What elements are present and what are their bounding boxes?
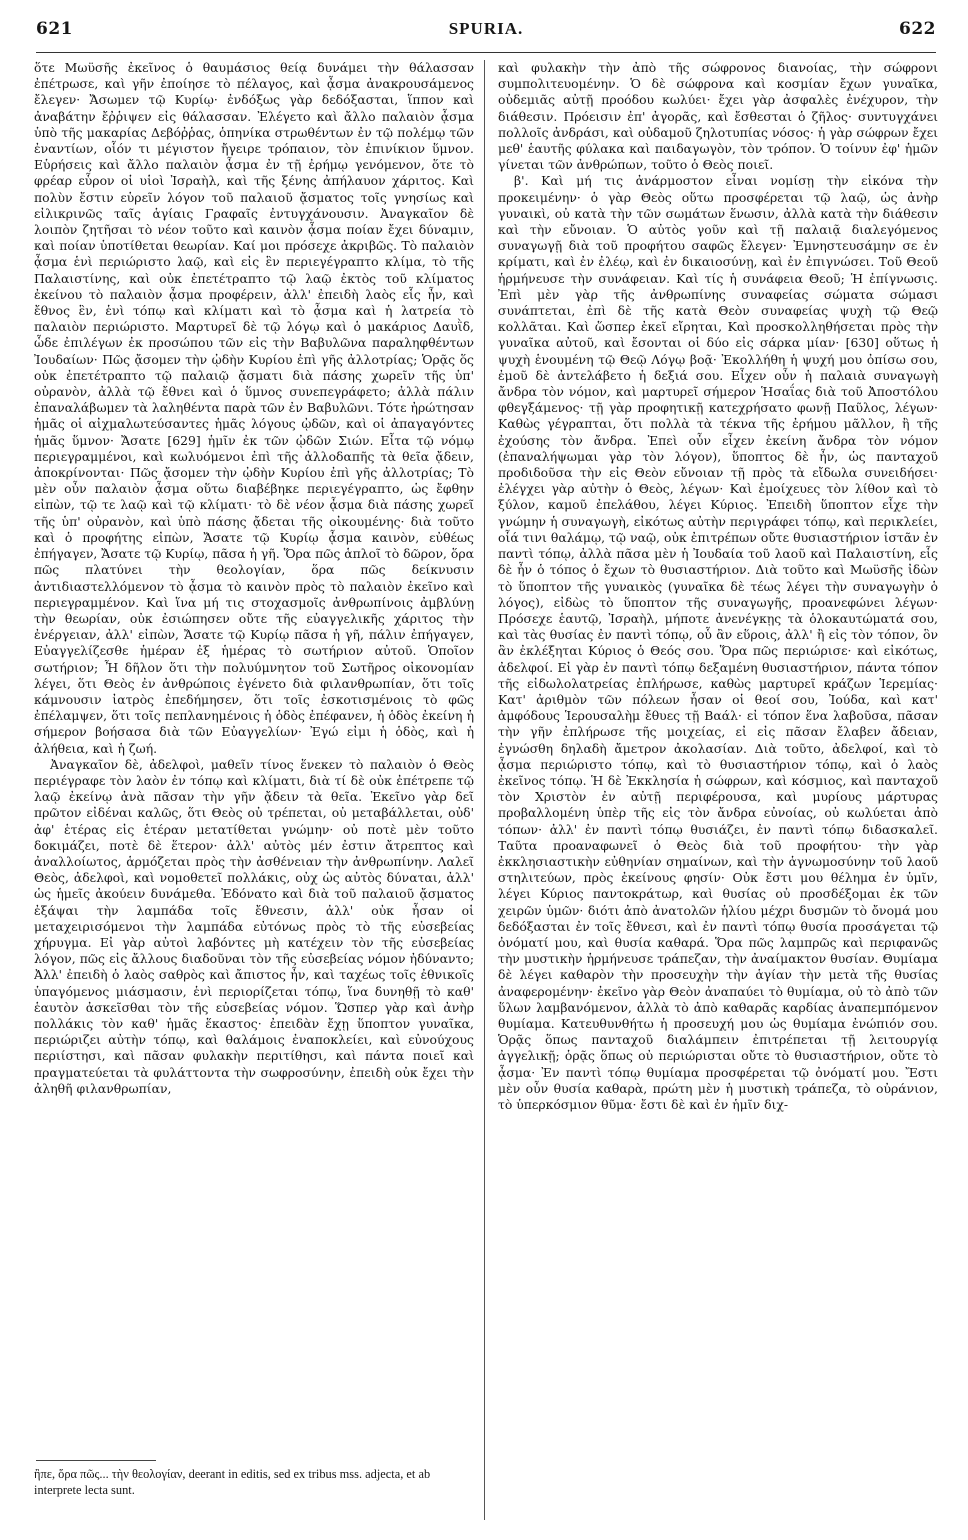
- footnote: ἢπε, ὅρα πῶς... τὴν θεολογίαν, deerant in editis, sed ex tribus mss. adjecta, et ab interprete lecta sunt.: [34, 1467, 431, 1497]
- page-header: [36, 14, 936, 44]
- header-rule: [36, 52, 936, 53]
- left-paragraph-2: Ἀναγκαῖον δὲ, ἀδελφοὶ, μαθεῖν τίνος ἕνεκεν τὸ παλαιὸν ὁ Θεὸς περιέγραφε τὸν λαὸν ἐν τόπῳ καὶ κλίματι, διὰ τί δὲ οὐκ ἐπέτρεπε τῷ λαῷ ἐκείνῳ ἀνὰ πᾶσαν τὴν γῆν ᾄδειν τὰ θεῖα. Ἐκεῖνο γὰρ δεῖ πρῶτον εἰδέναι καλῶς, ὅτι Θεὸς οὐ τρέπεται, οὐ μεταβάλλεται, οὐδ' ἀφ' ἑτέρας εἰς ἑτέραν μετατίθεται γνώμην· οὐ ποτὲ μὲν τοῦτο δοκιμάζει, ποτὲ δὲ ἕτερον· ἀλλ' αὐτὸς μέν ἐστιν ἄτρεπτος καὶ ἀναλλοίωτος, ἁρμόζεται πρὸς τὴν ἀσθένειαν τὴν ἀνθρωπίνην. Λαλεῖ Θεὸς, ἀδελφοὶ, καὶ νομοθετεῖ πολλάκις, οὐχ ὡς αὐτὸς δύναται, ἀλλ' ὡς ἡμεῖς ἀκούειν δυνάμεθα. Ἐδόνατο καὶ διὰ τοῦ παλαιοῦ ᾄσματος ἐξάψαι τὴν λαμπάδα τοῖς ἔθνεσιν, ἀλλ' οὐκ ἦσαν οἱ μεταχειρισόμενοι τὴν λαμπάδα εὐτόνως πρὸς τὸ τῆς εὐσεβείας χήρυγμα. Εἰ γὰρ αὐτοὶ λαβόντες μὴ κατέχειν τὸν τῆς εὐσεβείας λόγον, πῶς εἰς ἄλλους διαδοῦναι τὸν τῆς εὐσεβείας νόμον ἠδύναντο; Ἀλλ' ἐπειδὴ ὁ λαὸς σαθρὸς καὶ ἄπιστος ἦν, καὶ ταχέως τοῖς ἐθνικοῖς ὑπαγόμενος μιάσμασιν, ἑνὶ περιορίζεται τόπῳ, ἵνα δυνηθῇ τὸ καθ' ἑαυτὸν ἀσκεῖσθαι τὸν τῆς εὐσεβείας νόμον. Ὥσπερ γὰρ καὶ ἀνὴρ πολλάκις τὸν καθ' ἡμᾶς ἕκαστος· ἐπειδὰν ἔχῃ ὕποπτον γυναῖκα, περιώριζει αὐτὴν τόπῳ, καὶ θαλάμοις ἐναποκλείει, καὶ εὐνούχους περιίστησι, καὶ πᾶσαν φυλακὴν περιτίθησι, καὶ πάντα ποιεῖ καὶ πραγματεύεται τὰ φυλάττοντα τὴν σωφροσύνην, ἐπειδὴ οὐκ ἔχει τὴν ἀληθῆ φιλανθρωπίαν,: [34, 756, 474, 1096]
- column-separator: [484, 60, 485, 1520]
- page-number-right: 622: [898, 19, 936, 39]
- left-column: [34, 60, 474, 1450]
- right-column: [498, 60, 938, 1520]
- running-title: SPURIA.: [448, 19, 524, 38]
- page-number-left: 621: [36, 19, 73, 39]
- footnote-rule: [36, 1460, 156, 1461]
- left-paragraph-1: ὅτε Μωϋσῆς ἐκεῖνος ὁ θαυμάσιος θείᾳ δυνάμει τὴν θάλασσαν ἐπέτρωσε, καὶ γῆν ἐποίησε τὸ πέλαγος, καὶ ᾆσμα ἀνακρουσάμενος ἔλεγεν· Ἄσωμεν τῷ Κυρίῳ· ἐνδόξως γὰρ δεδόξασται, ἵππον καὶ ἀναβάτην ἔῤῥιψεν εἰς θάλασσαν. Ἐλέγετο καὶ ἄλλο παλαιὸν ᾆσμα ὑπὸ τῆς μακαρίας Δεβόῤῥας, ὁπηνίκα στρωθέντων ἐν τῷ πολέμῳ τῶν ἐναντίων, οἷόν τι μέγιστον ἤγειρε τρόπαιον, τὸν ἐπινίκιον ὕμνον. Εὑρήσεις καὶ ἄλλο παλαιὸν ᾆσμα ἐν τῇ ἐρήμῳ γενόμενον, ὅτε τὸ φρέαρ εὗρον οἱ υἱοὶ Ἰσραὴλ, καὶ τῆς ξένης ἀπήλαυον χάριτος. Καὶ πολὺν ἔστιν εὑρεῖν λόγον τοῦ παλαιοῦ ᾄσματος τοῖς γνησίως καὶ εἰλικρινῶς ταῖς ἁγίαις Γραφαῖς ἐντυγχάνουσιν. Ἀναγκαῖον δὲ λοιπὸν ζητῆσαι τὸ νέον τοῦτο καὶ καινὸν ᾆσμα ποίαν ἔχει δύναμιν, καὶ ποίαν ὑποτίθεται θεωρίαν. Καί μοι πρόσεχε ἀκριβῶς. Τὸ παλαιὸν ᾆσμα ἑνὶ περιώριστο λαῷ, καὶ εἰς ἓν περιεγέγραπτο κλίμα, τὸ τῆς Παλαιστίνης, καὶ οὐκ ἐπετέτραπτο τῷ λαῷ ἐκτὸς τοῦ κλίματος ἐκείνου τὸ παλαιὸν ᾆσμα προφέρειν, ἀλλ' ἐπειδὴ λαὸς εἷς ἦν, καὶ ἔθνος ἓν, ἑνὶ τόπῳ καὶ κλίματι καὶ τὸ ᾆσμα καὶ ἡ λατρεία τὸ παλαιὸν περιώριστο. Μαρτυρεῖ δὲ τῷ λόγῳ καὶ ὁ μακάριος Δαυῒδ, ὧδε ἐπιλέγων ἐκ προσώπου τῶν εἰς τὴν Βαβυλῶνα παραληφθέντων Ἰουδαίων· Πῶς ᾄσομεν τὴν ᾠδὴν Κυρίου ἐπὶ γῆς ἀλλοτρίας; Ὁρᾷς ὅς οὐκ ἐπετέτραπτο τῷ παλαιῷ ᾄσματι διὰ πάσης χωρεῖν τῆς ὑπ' οὐρανὸν, ἀλλὰ τῷ ἔθνει καὶ ὁ ὕμνος συνεπεγράφετο; ἀλλὰ πάλιν ἐπαναλάβωμεν τὰ λαληθέντα παρὰ τῶν ἐν Βαβυλῶνι. Τότε ἠρώτησαν ἡμᾶς οἱ αἰχμαλωτεύσαντες ἡμᾶς λόγους ᾠδῶν, καὶ οἱ ἀπαγαγόντες ἡμᾶς ὕμνον· Ἄσατε [629] ἡμῖν ἐκ τῶν ᾠδῶν Σιών. Εἶτα τῷ νόμῳ περιεγραμμένοι, καὶ κωλυόμενοι ἐπὶ τῆς ἀλλοδαπῆς τὰ θεῖα ᾄδειν, ἀποκρίνονται· Πῶς ᾄσομεν τὴν ᾠδὴν Κυρίου ἐπὶ γῆς ἀλλοτρίας; Τὸ μὲν οὖν παλαιὸν ᾆσμα οὕτω διαβέβηκε περιεγέγραπτο, ὡς ἔφθην εἰπὼν, τῷ τε λαῷ καὶ τῷ κλίματι· τὸ δὲ νέον ᾆσμα διὰ πάσης χωρεῖ τῆς ὑπ' οὐρανὸν, καὶ ὑπὸ πάσης ᾄδεται τῆς οἰκουμένης· διὰ τοῦτο καὶ ὁ προφήτης εἰπὼν, Ἄσατε τῷ Κυρίῳ ᾆσμα καινὸν, εὐθέως ἐπήγαγεν, Ἄσατε τῷ Κυρίῳ, πᾶσα ἡ γῆ. Ὅρα πῶς ἁπλοῖ τὸ δῶρον, ὅρα πῶς πλατύνει τὴν θεολογίαν, ὅρα πῶς δείκνυσιν ἀντιδιαστελλόμενον τὸ ᾆσμα τὸ καινὸν πρὸς τὸ παλαιὸν ἐκεῖνο καὶ περιεγραμμένον. Καὶ ἵνα μή τις στοχασμοῖς ἀνθρωπίνοις ἀμβλύνῃ τὴν θεωρίαν, οὐκ ἐσιώπησεν οὔτε τῆς εὐαγγελικῆς χάριτος τὴν ἐνέργειαν, ἀλλ' εἰπὼν, Ἄσατε τῷ Κυρίῳ πᾶσα ἡ γῆ, πάλιν ἐπήγαγεν, Εὐαγγελίζεσθε ἡμέραν ἐξ ἡμέρας τὸ σωτήριον αὐτοῦ. Ὁποῖον σωτήριον; Ἦ δῆλον ὅτι τὴν πολυύμνητον τοῦ Σωτῆρος οἰκονομίαν λέγει, ὅτι Θεὸς ἐν ἀνθρώποις ἐγένετο διὰ φιλανθρωπίαν, ὅτι τοῖς κάμνουσιν ἰατρὸς ἐπεδήμησεν, ὅτι τοῖς ἐσκοτισμένοις τὸ φῶς ἐπέλαμψεν, ὅτι τοῖς πεπλανημένοις ἡ ὁδὸς ἐπέφανεν, ἡ ὁδὸς ἐκείνη ἡ σήμερον βοήσασα διὰ τῶν Εὐαγγελίων· Ἐγώ εἰμι ἡ ὁδὸς, καὶ ἡ ἀλήθεια, καὶ ἡ ζωή.: [34, 60, 474, 756]
- right-paragraph-1: καὶ φυλακὴν τὴν ἀπὸ τῆς σώφρονος διανοίας, τὴν σώφρονι συμπολιτευομένην. Ὁ δὲ σώφρονα καὶ κοσμίαν ἔχων γυναῖκα, οὐδεμιᾶς αὐτῇ προόδου κωλύει· ἔχει γὰρ ἀσφαλὲς ἐνέχυρον, τὴν διάθεσιν. Πρόεισιν ἐπ' ἀγορᾶς, καὶ ἔσθεσται ὁ ζῆλος· συντυγχάνει πολλοῖς ἀνδράσι, καὶ οὐδαμοῦ ζηλοτυπίας νόσος· ἡ γὰρ σώφρων ἔχει μεθ' ἑαυτῆς φύλακα καὶ παιδαγωγὸν, τὸν τρόπον. Ὁ τοίνυν ἐφ' ἡμῶν γίνεται τῶν ἀνθρώπων, τοῦτο ὁ Θεὸς ποιεῖ.: [498, 60, 938, 173]
- right-paragraph-2: β'. Καὶ μή τις ἀνάρμοστον εἶναι νομίσῃ τὴν εἰκόνα τὴν προκειμένην· ὁ γὰρ Θεὸς οὕτω προσφέρεται τῷ λαῷ, ὡς ἀνὴρ γυναικὶ, οὐ κατὰ τὴν τῶν σωμάτων ἕνωσιν, ἀλλὰ κατὰ τὴν διάθεσιν καὶ τὴν εὔνοιαν. Ὁ αὐτὸς γοῦν καὶ τῇ παλαιᾷ διαλεγόμενος συναγωγῇ διὰ τοῦ προφήτου σαφῶς ἔλεγεν· Ἐμνηστευσάμην σε ἐν κρίματι, καὶ ἐν ἐλέῳ, καὶ ἐν δικαιοσύνῃ, καὶ ἐν ἐπιγνώσει. Τοῦ Θεοῦ ἡρμήνευσε τὴν συνάφειαν. Καὶ τίς ἡ συνάφεια Θεοῦ; Ἡ ἐπίγνωσις. Ἐπὶ μὲν γὰρ τῆς ἀνθρωπίνης συναφείας σώματα σώμασι συνάπτεται, ἐπὶ δὲ τῆς κατὰ Θεὸν συναφείας ψυχὴ τῷ Θεῷ κολλᾶται. Καὶ ὥσπερ ἐκεῖ εἴρηται, Καὶ προσκολληθήσεται πρὸς τὴν γυναῖκα αὐτοῦ, καὶ ἔσονται οἱ δύο εἰς σάρκα μίαν· [630] οὕτως ἡ ψυχὴ ἑνουμένη τῷ Θεῷ Λόγῳ βοᾷ· Ἐκολλήθη ἡ ψυχή μου ὀπίσω σου, ἐμοῦ δὲ ἀντελάβετο ἡ δεξιά σου. Εἶχεν οὖν ἡ παλαιὰ συναγωγὴ ἄνδρα τὸν νόμον, καὶ μαρτυρεῖ σήμερον Ἡσαΐας διὰ τοῦ Ἀποστόλου φθεγξάμενος· τῇ γὰρ προφητικῇ κατεχρήσατο φωνῇ Παῦλος, λέγων· Καθὼς γέγραπται, ὅτι πολλὰ τὰ τέκνα τῆς ἐρήμου μᾶλλον, ἢ τῆς ἐχούσης τὸν ἄνδρα. Ἐπεὶ οὖν εἶχεν ἐκείνη ἄνδρα τὸν νόμον (ἐπαναλήψωμαι γὰρ τὸν λόγον), ὕποπτος δὲ ἦν, ὡς πανταχοῦ προδιδοῦσα τὴν εἰς Θεὸν εὔνοιαν τῇ πρὸς τὰ εἴδωλα συνειδήσει· ἐλέγχει γὰρ αὐτὴν ὁ Θεὸς, λέγων· Καὶ ἐμοίχευες τὸν λίθον καὶ τὸ ξύλον, καμοῦ ἐπελάθου, λέγει Κύριος. Ἐπειδὴ ὕποπτον εἶχε τὴν γνώμην ἡ συναγωγὴ, εἰκότως αὐτὴν περιγράφει τόπῳ, καὶ περικλείει, οἷά τινι θαλάμῳ, τῷ ναῷ, οὐκ ἐπιτρέπων οὔτε θυσιαστήριον ἱστᾶν ἐν παντὶ τόπῳ, ἀλλὰ πᾶσα μὲν ἡ Ἰουδαία τοῦ λαοῦ καὶ Παλαιστίνη, εἷς δὲ ἦν ὁ τόπος ὁ ἔχων τὸ θυσιαστήριον. Διὰ τοῦτο καὶ Μωϋσῆς ἰδὼν τὸ ὕποπτον τῆς γυναικὸς (γυναῖκα δὲ τέως λέγει τὴν συναγωγὴν ὁ λόγος), εἰδὼς τὸ ὕποπτον τῆς συναγωγῆς, προανεφώνει λέγων· Πρόσεχε ἑαυτῷ, Ἰσραὴλ, μήποτε ἀνενέγκῃς τὰ ὁλοκαυτώματά σου, καὶ τὰς θυσίας ἐν παντὶ τόπῳ, οὗ ἂν εὕροις, ἀλλ' ἢ εἰς τὸν τόπον, ὃν ἂν ἐκλέξηται Κύριος ὁ Θεός σου. Ὅρα πῶς περιώρισε· καὶ εἰκότως, ἀδελφοί. Εἰ γὰρ ἐν παντὶ τόπῳ δεξαμένη θυσιαστήριον, πάντα τόπον τῆς εἰδωλολατρείας ἐπλήρωσε, καθὼς μαρτυρεῖ κράζων Ἱερεμίας· Κατ' ἀριθμὸν τῶν πόλεων ἦσαν οἱ θεοί σου, Ἰούδα, καὶ κατ' ἀμφόδους Ἱερουσαλὴμ ἔθυες τῇ Βαάλ· εἰ τόπον ἕνα λαβοῦσα, πᾶσαν τὴν γῆν ἐπλήρωσε τῆς μοιχείας, εἰ εἰς πᾶσαν ἔλαβεν ἄδειαν, ἐγνώσθη δηλαδὴ ἄμετρον ἀκολασίαν. Διὰ τοῦτο, ἀδελφοί, καὶ τὸ ᾆσμα περιώριστο τόπῳ, καὶ τὸ θυσιαστήριον τόπῳ, καὶ ὁ λαὸς ἐκεῖνος τόπῳ. Ἡ δὲ Ἐκκλησία ἡ σώφρων, καὶ κόσμιος, καὶ πανταχοῦ τὸν Χριστὸν ἐν αὐτῇ περιφέρουσα, καὶ μυρίους μάρτυρας προβαλλομένη ὑπὲρ τῆς εἰς τὸν ἄνδρα εὐνοίας, οὐ κωλύεται ἀπὸ τόπων· ἀλλ' ἐν παντὶ τόπῳ θυσιάζει, ἐν παντὶ τόπῳ διδασκαλεῖ. Ταῦτα προαναφωνεῖ ὁ Θεὸς διὰ τοῦ προφήτου· τὴν γὰρ ἐκκλησιαστικὴν εὐθηνίαν σημαίνων, καὶ τὴν ἁγνωμοσύνην τοῦ λαοῦ στηλιτεύων, πρὸς ἐκείνους φησίν· Οὐκ ἔστι μου θέλημα ἐν ὑμῖν, λέγει Κύριος παντοκράτωρ, καὶ θυσίας οὐ προσδέξομαι ἐκ τῶν χειρῶν ὑμῶν· διότι ἀπὸ ἀνατολῶν ἡλίου μέχρι δυσμῶν τὸ ὄνομά μου δεδόξασται ἐν τοῖς ἔθνεσι, καὶ ἐν παντὶ τόπῳ θυσία προσάγεται τῷ ὀνόματί μου, καὶ θυσία καθαρά. Ὅρα πῶς λαμπρῶς καὶ περιφανῶς τὴν μυστικὴν ἡρμήνευσε τράπεζαν, τὴν ἀναίμακτον θυσίαν. Θυμίαμα δὲ λέγει καθαρὸν τὴν προσευχὴν τὴν ἁγίαν τὴν μετὰ τῆς θυσίας ἀναφερομένην· ἐκεῖνο γὰρ Θεὸν ἀναπαύει τὸ θυμίαμα, οὐ τὸ ἀπὸ τῶν ὕλων λαμβανόμενον, ἀλλὰ τὸ ἀπὸ καθαρᾶς καρδίας ἀναπεμπόμενον θυμίαμα. Κατευθυνθήτω ἡ προσευχή μου ὡς θυμίαμα ἐνώπιόν σου. Ὁρᾷς ὅπως πανταχοῦ διαλάμπειν ἐπιτρέπεται τῇ λειτουργίᾳ ἀγγελικῇ; ὁρᾷς ὅπως οὐ περιώρισται οὔτε τὸ θυσιαστήριον, οὔτε τὸ ᾆσμα· Ἐν παντὶ τόπῳ θυμίαμα προσφέρεται τῷ ὀνόματί μου. Ἔστι μὲν οὖν θυσία καθαρὰ, πρώτη μὲν ἡ μυστικὴ τράπεζα, τὸ οὐράνιον, τὸ ὑπερκόσμιον θῦμα· ἔστι δὲ καὶ ἐν ἡμῖν διχ-: [498, 173, 938, 1112]
